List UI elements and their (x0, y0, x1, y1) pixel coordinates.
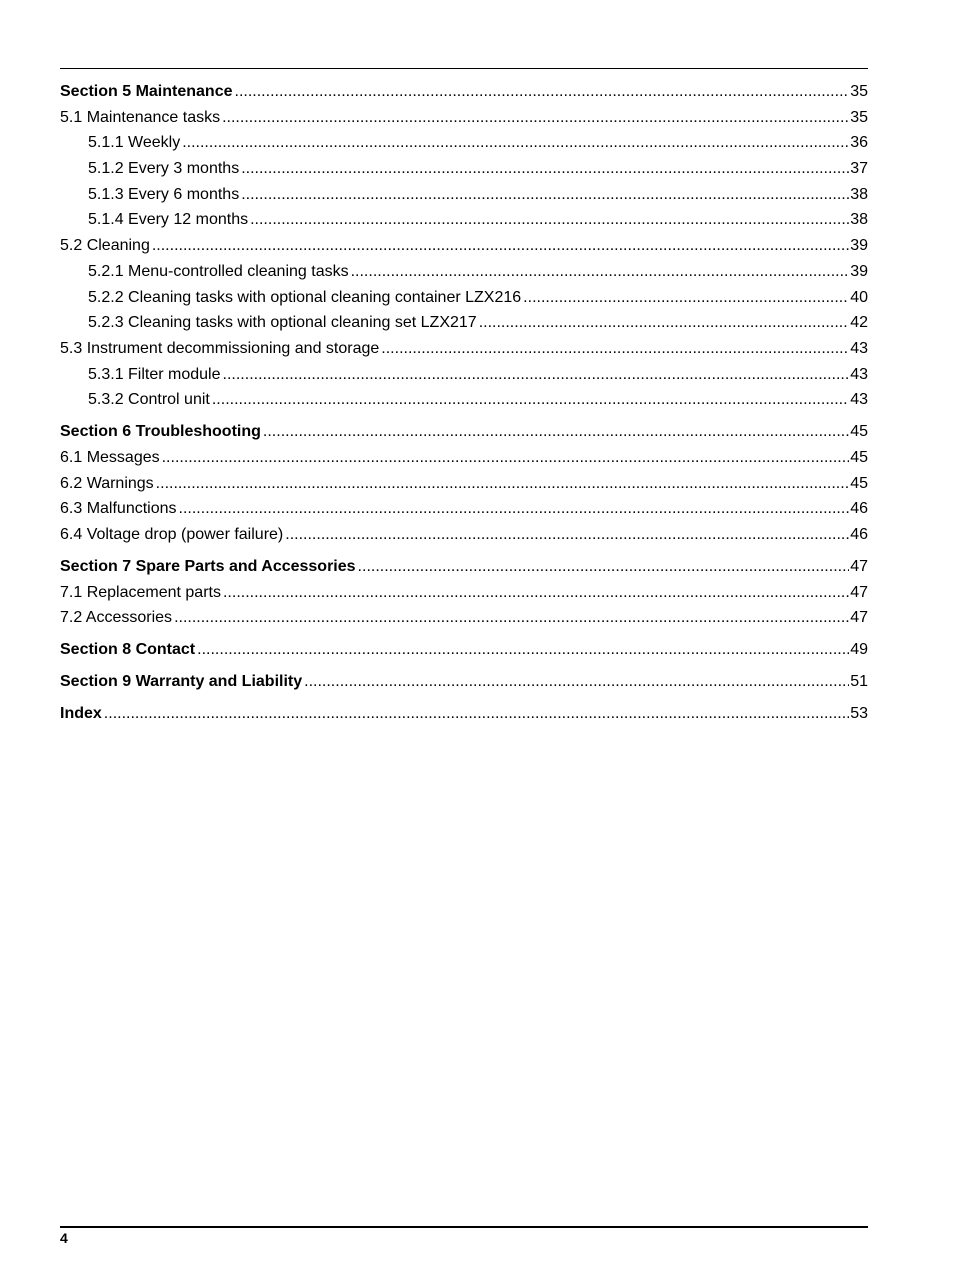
toc-dot-leader (223, 580, 849, 606)
toc-entry-title: 7.1 Replacement parts (60, 583, 221, 601)
toc-dot-leader (182, 130, 849, 156)
toc-entry-title: Section 8 Contact (60, 641, 196, 659)
toc-dot-leader (223, 362, 850, 388)
toc-entry-page: 43 (850, 365, 868, 383)
toc-entry[interactable] (60, 130, 868, 156)
toc-entry-title: 5.1.3 Every 6 months (88, 185, 240, 203)
toc-dot-leader (197, 637, 849, 663)
toc-dot-leader (381, 336, 849, 362)
toc-entry-title: 5.2.2 Cleaning tasks with optional cleaning container LZX216 (88, 288, 522, 306)
toc-entry-page: 45 (850, 423, 868, 441)
top-rule (60, 68, 868, 69)
toc-entry-title: 6.4 Voltage drop (power failure) (60, 525, 284, 543)
toc-entry-page: 39 (850, 262, 868, 280)
toc-entry-title: 6.1 Messages (60, 448, 160, 466)
toc-entry-page: 49 (850, 641, 868, 659)
toc-entry[interactable] (60, 79, 868, 105)
toc-entry-title: 7.2 Accessories (60, 609, 173, 627)
toc-entry-page: 37 (850, 160, 868, 178)
toc-entry-title: 5.1.4 Every 12 months (88, 211, 249, 229)
toc-entry[interactable] (60, 669, 868, 695)
toc-dot-leader (152, 233, 849, 259)
toc-entry[interactable] (60, 419, 868, 445)
toc-entry-page: 47 (850, 557, 868, 575)
toc-entry[interactable] (60, 105, 868, 131)
toc-entry[interactable] (60, 471, 868, 497)
toc-entry-page: 35 (850, 83, 868, 100)
toc-dot-leader (174, 605, 849, 631)
toc-dot-leader (250, 207, 849, 233)
toc-entry-page: 45 (850, 474, 868, 492)
toc-entry-page: 36 (850, 134, 868, 152)
toc-entry[interactable] (60, 701, 868, 727)
toc-entry-title: 5.3.1 Filter module (88, 365, 221, 383)
toc-entry-title: Section 5 Maintenance (60, 83, 233, 100)
toc-entry[interactable] (60, 605, 868, 631)
toc-entry[interactable] (60, 207, 868, 233)
toc-entry-title: 5.2.3 Cleaning tasks with optional cleaning set LZX217 (88, 314, 477, 332)
toc-entry[interactable] (60, 156, 868, 182)
toc-entry[interactable] (60, 580, 868, 606)
toc-entry-title: 5.3 Instrument decommissioning and storage (60, 339, 380, 357)
toc-entry-page: 47 (850, 609, 868, 627)
toc-dot-leader (351, 259, 850, 285)
toc-entry[interactable] (60, 310, 868, 336)
toc-entry[interactable] (60, 259, 868, 285)
toc-entry[interactable] (60, 496, 868, 522)
toc-entry-title: 5.1.2 Every 3 months (88, 160, 240, 178)
toc-dot-leader (212, 387, 849, 413)
toc-entry-title: 5.2 Cleaning (60, 237, 150, 255)
toc-entry-page: 43 (850, 339, 868, 357)
toc-entry[interactable] (60, 182, 868, 208)
toc-dot-leader (479, 310, 850, 336)
toc-entry[interactable] (60, 362, 868, 388)
toc-entry-page: 47 (850, 583, 868, 601)
toc-entry-page: 38 (850, 211, 868, 229)
toc-entry[interactable] (60, 522, 868, 548)
toc-entry[interactable] (60, 637, 868, 663)
toc-entry-page: 38 (850, 185, 868, 203)
toc-dot-leader (241, 156, 849, 182)
toc-entry[interactable] (60, 387, 868, 413)
toc-entry-page: 46 (850, 525, 868, 543)
toc-dot-leader (179, 496, 850, 522)
toc-entry[interactable] (60, 336, 868, 362)
toc-dot-leader (156, 471, 850, 497)
toc-entry-title: 5.3.2 Control unit (88, 391, 210, 409)
toc-dot-leader (304, 669, 849, 695)
footer-rule (60, 1226, 868, 1228)
toc-entry-title: 6.3 Malfunctions (60, 500, 177, 518)
toc-dot-leader (358, 554, 850, 580)
toc-dot-leader (241, 182, 849, 208)
toc-entry[interactable] (60, 554, 868, 580)
toc-entry-title: 6.2 Warnings (60, 474, 154, 492)
toc-entry-title: Section 6 Troubleshooting (60, 423, 261, 441)
toc-entry-title: 5.2.1 Menu-controlled cleaning tasks (88, 262, 349, 280)
toc-entry-page: 53 (850, 705, 868, 723)
toc-entry-title: 5.1 Maintenance tasks (60, 108, 221, 126)
toc-entry-title: Section 9 Warranty and Liability (60, 673, 303, 691)
toc-dot-leader (235, 79, 850, 105)
toc-entry[interactable] (60, 233, 868, 259)
toc-dot-leader (285, 522, 849, 548)
toc-entry-page: 45 (850, 448, 868, 466)
toc-dot-leader (523, 285, 849, 311)
toc-entry-page: 39 (850, 237, 868, 255)
table-of-contents (60, 79, 868, 727)
toc-dot-leader (222, 105, 849, 131)
toc-dot-leader (104, 701, 849, 727)
toc-entry-page: 46 (850, 500, 868, 518)
toc-entry[interactable] (60, 285, 868, 311)
toc-entry-page: 43 (850, 391, 868, 409)
page-number: 4 (60, 1230, 68, 1246)
toc-entry-page: 35 (850, 108, 868, 126)
toc-entry[interactable] (60, 445, 868, 471)
toc-dot-leader (162, 445, 850, 471)
toc-entry-title: Section 7 Spare Parts and Accessories (60, 557, 356, 575)
toc-dot-leader (263, 419, 849, 445)
toc-entry-title: Index (60, 705, 102, 723)
toc-entry-title: 5.1.1 Weekly (88, 134, 181, 152)
toc-entry-page: 42 (850, 314, 868, 332)
toc-entry-page: 51 (850, 673, 868, 691)
toc-entry-page: 40 (850, 288, 868, 306)
